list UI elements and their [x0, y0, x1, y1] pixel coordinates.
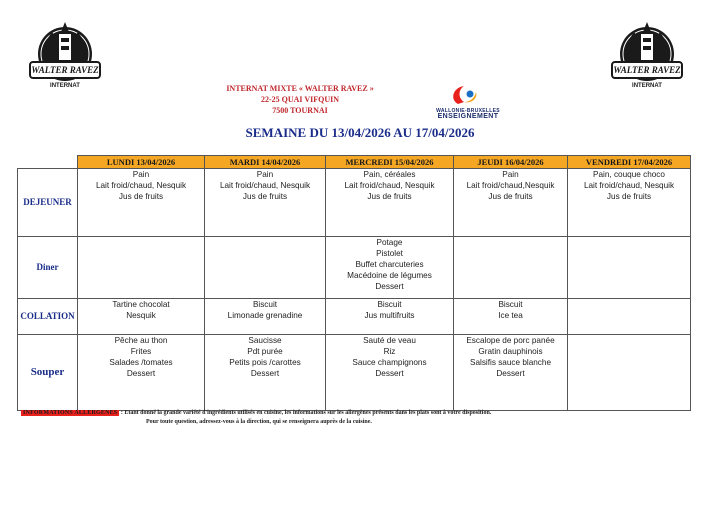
corner-cell	[18, 156, 78, 169]
menu-item: Dessert	[375, 282, 404, 291]
meal-row	[18, 335, 691, 411]
menu-item: Dessert	[126, 369, 156, 378]
week-title: SEMAINE DU 13/04/2026 AU 17/04/2026	[245, 125, 475, 140]
menu-cell	[78, 299, 205, 335]
day-header: VENDREDI 17/04/2026	[568, 156, 691, 169]
school-address: 22-25 QUAI VIFQUIN	[260, 95, 340, 104]
allergen-info	[21, 409, 701, 427]
menu-item: Dessert	[375, 369, 404, 378]
menu-item: Lait froid/chaud, Nesquik	[219, 181, 311, 190]
school-logo-left	[22, 18, 108, 96]
svg-text:WALTER RAVEZ: WALTER RAVEZ	[613, 65, 681, 75]
meal-label: COLLATION	[18, 299, 78, 335]
menu-item: Jus de fruits	[118, 192, 164, 201]
menu-item: Riz	[383, 347, 396, 356]
menu-cell	[326, 335, 454, 411]
meal-label: DEJEUNER	[18, 169, 78, 237]
menu-item: Frites	[130, 347, 152, 356]
menu-item: Lait froid/chaud, Nesquik	[95, 181, 187, 190]
svg-text:WALTER RAVEZ: WALTER RAVEZ	[31, 65, 99, 75]
menu-item: Escalope de porc panée	[466, 336, 555, 345]
menu-table	[17, 155, 691, 411]
menu-item: Sauté de veau	[363, 336, 416, 345]
menu-item: Pain, couque choco	[593, 170, 665, 179]
menu-item: Dessert	[250, 369, 280, 378]
menu-cell	[326, 169, 454, 237]
wbe-line1: WALLONIE-BRUXELLES	[436, 108, 500, 114]
menu-item: Pain	[132, 170, 150, 179]
day-header: LUNDI 13/04/2026	[78, 156, 205, 169]
menu-item: Biscuit	[498, 300, 523, 309]
menu-cell	[568, 299, 691, 335]
meal-row	[18, 299, 691, 335]
menu-item: Potage	[376, 238, 403, 247]
day-header-row	[18, 156, 691, 169]
menu-item: Pistolet	[376, 249, 403, 258]
menu-item: Pain, céréales	[363, 170, 416, 179]
menu-cell	[205, 169, 326, 237]
allergen-text-line2: Pour toute question, adressez-vous à la direction, qui se renseignera auprès de la cuisine.	[146, 419, 372, 425]
day-header: JEUDI 16/04/2026	[454, 156, 568, 169]
allergen-label: INFORMATIONS ALLERGENES	[23, 410, 118, 416]
menu-cell	[454, 237, 568, 299]
menu-item: Jus de fruits	[606, 192, 652, 201]
menu-cell	[454, 169, 568, 237]
menu-item: Jus multifruits	[364, 311, 415, 320]
menu-item: Pain	[502, 170, 519, 179]
meal-row	[18, 237, 691, 299]
menu-cell	[568, 169, 691, 237]
day-header: MERCREDI 15/04/2026	[326, 156, 454, 169]
menu-item: Pain	[256, 170, 274, 179]
svg-text:INTERNAT: INTERNAT	[50, 83, 80, 89]
menu-item: Jus de fruits	[488, 192, 533, 201]
menu-cell	[78, 335, 205, 411]
menu-cell	[205, 335, 326, 411]
menu-cell	[326, 237, 454, 299]
wbe-swirl-icon	[428, 82, 508, 110]
school-name: INTERNAT MIXTE « WALTER RAVEZ »	[226, 84, 374, 93]
school-city: 7500 TOURNAI	[272, 106, 328, 115]
menu-cell	[78, 237, 205, 299]
school-logo-right	[604, 18, 690, 96]
menu-cell	[454, 335, 568, 411]
menu-item: Jus de fruits	[367, 192, 412, 201]
menu-item: Petits pois /carottes	[229, 358, 301, 367]
menu-item: Limonade grenadine	[227, 311, 303, 320]
wbe-wordmark	[428, 108, 508, 120]
menu-item: Jus de fruits	[242, 192, 288, 201]
menu-item: Pdt purée	[247, 347, 283, 356]
menu-item: Sauce champignons	[352, 358, 427, 367]
wbe-line2: ENSEIGNEMENT	[437, 113, 499, 120]
menu-item: Biscuit	[252, 300, 278, 309]
school-address-block	[200, 83, 400, 116]
day-header: MARDI 14/04/2026	[205, 156, 326, 169]
crest-icon	[604, 18, 690, 96]
menu-item: Buffet charcuteries	[355, 260, 424, 269]
menu-item: Dessert	[496, 369, 525, 378]
menu-item: Gratin dauphinois	[478, 347, 543, 356]
menu-cell	[205, 299, 326, 335]
menu-item: Biscuit	[377, 300, 402, 309]
meal-label: Souper	[18, 335, 78, 411]
menu-item: Saucisse	[248, 336, 282, 345]
menu-item: Macédoine de légumes	[347, 271, 432, 280]
menu-item: Nesquik	[126, 311, 156, 320]
menu-cell	[454, 299, 568, 335]
crest-icon	[22, 18, 108, 96]
menu-item: Pêche au thon	[114, 336, 168, 345]
menu-item: Lait froid/chaud, Nesquik	[344, 181, 435, 190]
menu-item: Salsifis sauce blanche	[469, 358, 551, 367]
svg-text:INTERNAT: INTERNAT	[632, 83, 662, 89]
menu-item: Lait froid/chaud,Nesquik	[466, 181, 555, 190]
menu-cell	[568, 335, 691, 411]
menu-item: Tartine chocolat	[112, 300, 170, 309]
menu-cell	[78, 169, 205, 237]
menu-item: Lait froid/chaud, Nesquik	[583, 181, 675, 190]
menu-item: Ice tea	[498, 311, 523, 320]
menu-cell	[568, 237, 691, 299]
meal-row	[18, 169, 691, 237]
allergen-text-line1: : Etant donné la grande variété d'ingrédients utilisés en cuisine, les informations sur les allergènes présents dans les plats sont à votre disposition.	[120, 410, 492, 416]
menu-item: Salades /tomates	[109, 358, 173, 367]
meal-label: Diner	[18, 237, 78, 299]
menu-cell	[326, 299, 454, 335]
menu-cell	[205, 237, 326, 299]
